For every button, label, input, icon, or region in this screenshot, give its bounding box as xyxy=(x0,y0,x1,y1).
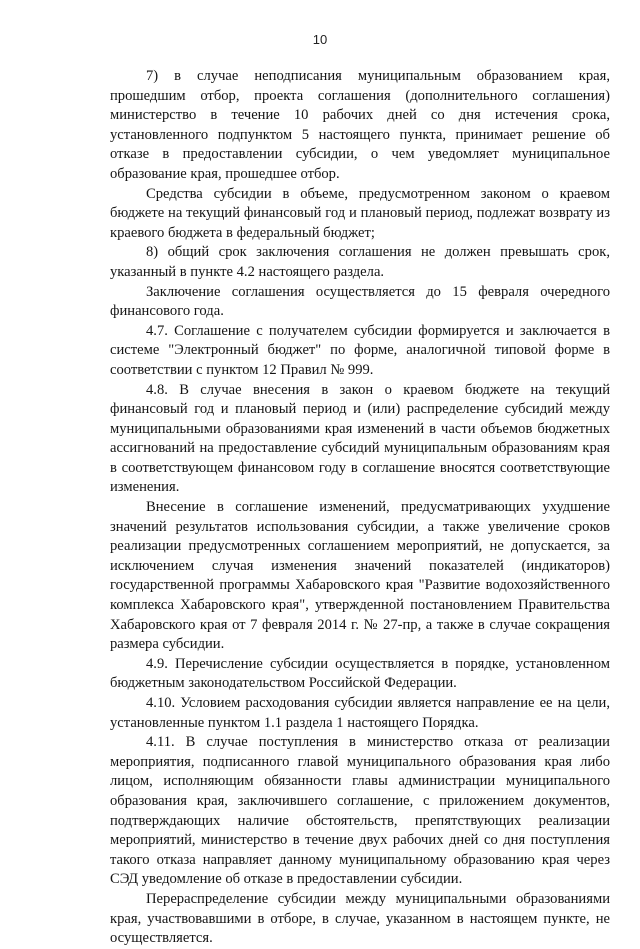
paragraph-amendments: Внесение в соглашение изменений, предусматривающих ухудшение значений результатов использования субсидии, а также увеличение сроков реализации предусмотренных соглашением мероприятий, не допускается, за исключением случая изменения значений показателей (индикаторов) государственной программы Хабаровского края "Развитие водохозяйственного комплекса Хабаровского края", утвержденной постановлением Правительства Хабаровского края от 7 февраля 2014 г. № 27-пр, а также в случае сокращения размера субсидии. xyxy=(110,499,610,653)
paragraph-refund-note: Средства субсидии в объеме, предусмотренном законом о краевом бюджете на текущий финансовый год и плановый период, подлежат возврату из краевого бюджета в федеральный бюджет; xyxy=(110,185,610,241)
paragraph-agreement-deadline: Заключение соглашения осуществляется до 15 февраля очередного финансового года. xyxy=(110,283,610,320)
paragraph-4-11: 4.11. В случае поступления в министерство отказа от реализации мероприятия, подписанного главой муниципального образования края либо лицом, исполняющим обязанности главы администрации муниципального образования края, заключившего соглашение, с приложением документов, подтверждающих наличие обстоятельств, препятствующих реализации мероприятий, министерство в течение двух рабочих дней со дня поступления такого отказа направляет данному муниципальному образованию края через СЭД уведомление об отказе в предоставлении субсидии. xyxy=(110,734,610,888)
paragraph-4-7: 4.7. Соглашение с получателем субсидии формируется и заключается в системе "Электронный бюджет" по форме, аналогичной типовой форме в соответствии с пунктом 12 Правил № 999. xyxy=(110,322,610,378)
document-body xyxy=(110,67,610,949)
paragraph-item-7: 7) в случае неподписания муниципальным образованием края, прошедшим отбор, проекта соглашения (дополнительного соглашения) министерство в течение 10 рабочих дней со дня истечения срока, установленного подпунктом 5 настоящего пункта, принимает решение об отказе в предоставлении субсидии, о чем уведомляет муниципальное образование края, прошедшее отбор. xyxy=(110,68,610,182)
paragraph-4-8: 4.8. В случае внесения в закон о краевом бюджете на текущий финансовый год и плановый период и (или) распределение субсидий между муниципальными образованиями края изменений в части объемов бюджетных ассигнований на предоставление субсидий муниципальным образованиям края в соответствующем финансовом году в соглашение вносятся соответствующие изменения. xyxy=(110,381,610,496)
paragraph-4-10: 4.10. Условием расходования субсидии является направление ее на цели, установленные пунктом 1.1 раздела 1 настоящего Порядка. xyxy=(110,695,610,731)
paragraph-redistribution: Перераспределение субсидии между муниципальными образованиями края, участвовавшими в отборе, в случае, указанном в настоящем пункте, не осуществляется. xyxy=(110,890,610,947)
paragraph-item-8: 8) общий срок заключения соглашения не должен превышать срок, указанный в пункте 4.2 настоящего раздела. xyxy=(110,244,610,280)
page-number: 10 xyxy=(312,32,328,47)
paragraph-4-9: 4.9. Перечисление субсидии осуществляется в порядке, установленном бюджетным законодательством Российской Федерации. xyxy=(110,655,610,692)
